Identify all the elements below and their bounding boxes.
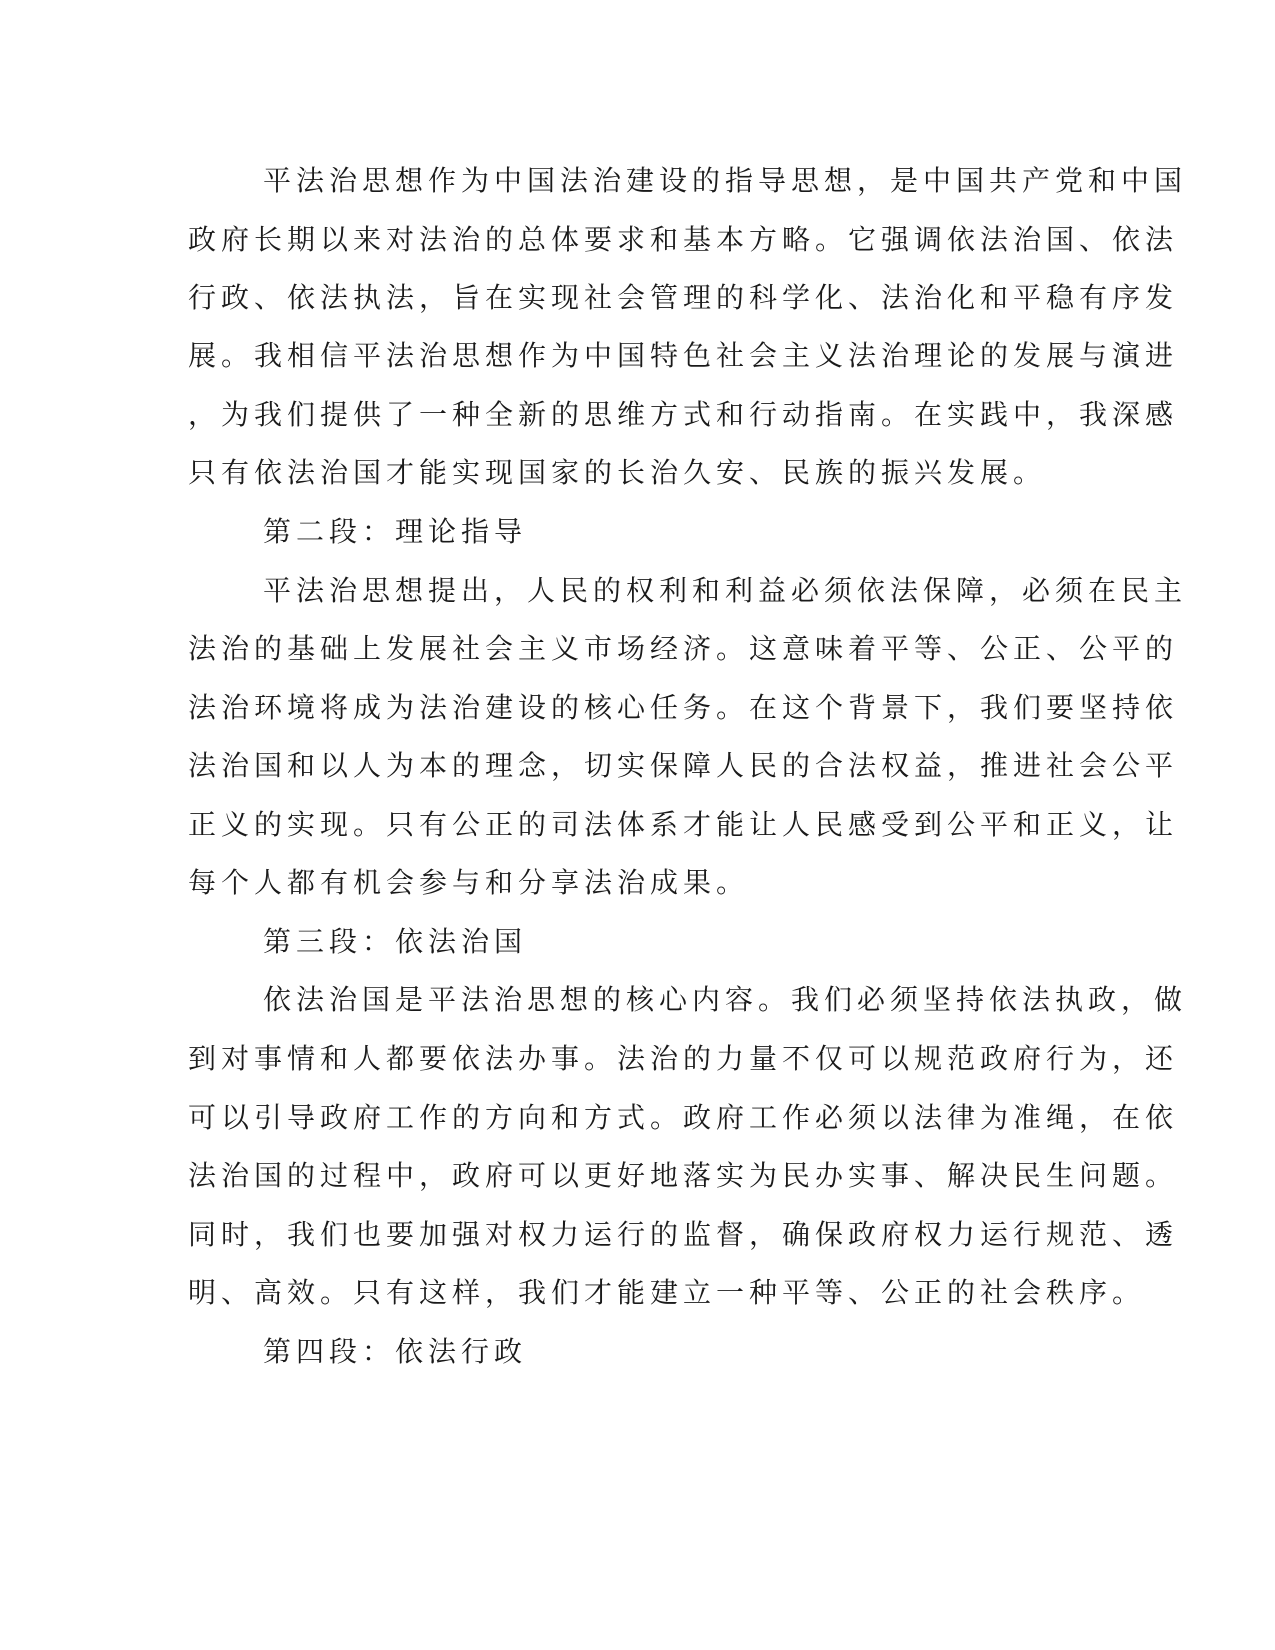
paragraph-1-line: 行政、依法执法，旨在实现社会管理的科学化、法治化和平稳有序发 [188, 281, 1179, 314]
paragraph-2-line: 法治环境将成为法治建设的核心任务。在这个背景下，我们要坚持依 [188, 691, 1179, 724]
paragraph-3-line: 到对事情和人都要依法办事。法治的力量不仅可以规范政府行为，还 [188, 1042, 1179, 1075]
section-heading-4: 第四段：依法行政 [263, 1335, 528, 1368]
paragraph-1-line: ，为我们提供了一种全新的思维方式和行动指南。在实践中，我深感 [188, 398, 1179, 431]
paragraph-3-line: 依法治国是平法治思想的核心内容。我们必须坚持依法执政，做 [263, 983, 1188, 1016]
paragraph-3-line: 法治国的过程中，政府可以更好地落实为民办实事、解决民生问题。 [188, 1159, 1179, 1192]
paragraph-1-line: 政府长期以来对法治的总体要求和基本方略。它强调依法治国、依法 [188, 223, 1179, 256]
section-heading-2: 第二段：理论指导 [263, 515, 528, 548]
paragraph-3-line: 可以引导政府工作的方向和方式。政府工作必须以法律为准绳，在依 [188, 1101, 1179, 1134]
section-heading-3: 第三段：依法治国 [263, 925, 528, 958]
paragraph-2-line: 平法治思想提出，人民的权利和利益必须依法保障，必须在民主 [263, 574, 1188, 607]
paragraph-3-line: 同时，我们也要加强对权力运行的监督，确保政府权力运行规范、透 [188, 1218, 1179, 1251]
paragraph-2-line: 法治国和以人为本的理念，切实保障人民的合法权益，推进社会公平 [188, 749, 1179, 782]
paragraph-2-line: 正义的实现。只有公正的司法体系才能让人民感受到公平和正义，让 [188, 808, 1179, 841]
paragraph-2-line: 每个人都有机会参与和分享法治成果。 [188, 866, 750, 899]
paragraph-1-line: 平法治思想作为中国法治建设的指导思想，是中国共产党和中国 [263, 164, 1188, 197]
paragraph-3-line: 明、高效。只有这样，我们才能建立一种平等、公正的社会秩序。 [188, 1276, 1146, 1309]
paragraph-2-line: 法治的基础上发展社会主义市场经济。这意味着平等、公正、公平的 [188, 632, 1179, 665]
paragraph-1-line: 只有依法治国才能实现国家的长治久安、民族的振兴发展。 [188, 456, 1047, 489]
paragraph-1-line: 展。我相信平法治思想作为中国特色社会主义法治理论的发展与演进 [188, 339, 1179, 372]
